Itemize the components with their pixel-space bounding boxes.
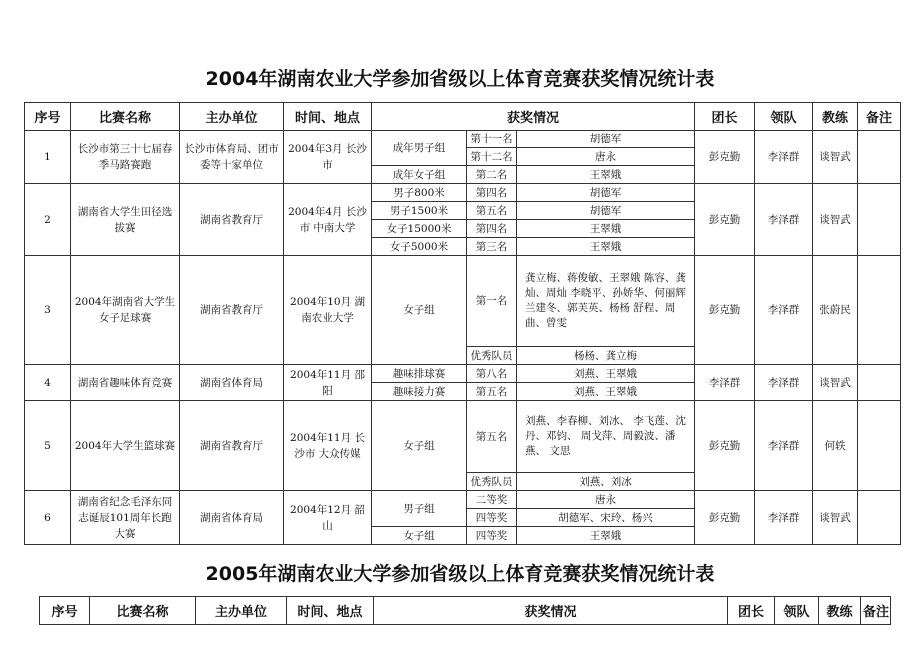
- row-seq: 2: [25, 184, 71, 256]
- header-leader: 团长: [695, 103, 755, 131]
- row-seq: 4: [25, 365, 71, 401]
- header-manager: 领队: [755, 103, 813, 131]
- table-row: [25, 131, 901, 148]
- row-rank: 第十一名: [467, 131, 517, 148]
- row-manager: 李泽群: [755, 184, 813, 256]
- row-group: 成年男子组: [372, 131, 467, 166]
- header-coach: 教练: [819, 597, 861, 625]
- table-row: [25, 184, 901, 202]
- row-group: 男子组: [372, 491, 467, 527]
- row-rank: 第一名: [467, 256, 517, 347]
- row-manager: 李泽群: [755, 256, 813, 365]
- row-name: 长沙市第三十七届春季马路赛跑: [71, 131, 180, 184]
- row-leader: 彭克勤: [695, 491, 755, 545]
- row-winner: 刘燕、李春柳、刘冰、 李飞莲、沈丹、邓钧、 周戈萍、周毅波、潘燕、 文思: [517, 401, 695, 473]
- row-time: 2004年11月 邵阳: [284, 365, 372, 401]
- row-winner: 龚立梅、蒋俊敏、王翠娥 陈容、龚灿、周灿 李晓平、孙娇华、何丽辉 兰建冬、郭芙英、杨杨 舒程、周曲、曾雯: [517, 256, 695, 347]
- header-note: 备注: [861, 597, 891, 625]
- row-organizer: 湖南省教育厅: [180, 256, 284, 365]
- header-row: [40, 597, 891, 625]
- row-rank: 优秀队员: [467, 347, 517, 365]
- row-coach: 张蔚民: [813, 256, 858, 365]
- row-winner: 唐永: [517, 491, 695, 509]
- header-organizer: 主办单位: [180, 103, 284, 131]
- row-time: 2004年3月 长沙市: [284, 131, 372, 184]
- header-row: [25, 103, 901, 131]
- row-event: 男子1500米: [372, 202, 467, 220]
- row-organizer: 湖南省教育厅: [180, 184, 284, 256]
- row-event: 男子800米: [372, 184, 467, 202]
- row-time: 2004年4月 长沙市 中南大学: [284, 184, 372, 256]
- header-time: 时间、地点: [284, 103, 372, 131]
- header-name: 比赛名称: [71, 103, 180, 131]
- row-coach: 谈智武: [813, 365, 858, 401]
- row-coach: 谈智武: [813, 131, 858, 184]
- row-rank: 第三名: [467, 238, 517, 256]
- row-rank: 四等奖: [467, 509, 517, 527]
- row-winner: 胡德军: [517, 184, 695, 202]
- row-rank: 第五名: [467, 401, 517, 473]
- row-name: 湖南省趣味体育竞赛: [71, 365, 180, 401]
- table-row: [25, 365, 901, 383]
- row-note: [858, 256, 901, 365]
- table-row: [25, 256, 901, 347]
- row-group: 女子组: [372, 527, 467, 545]
- row-event: 女子15000米: [372, 220, 467, 238]
- row-rank: 第十二名: [467, 148, 517, 166]
- header-seq: 序号: [25, 103, 71, 131]
- row-name: 2004年湖南省大学生女子足球赛: [71, 256, 180, 365]
- row-note: [858, 131, 901, 184]
- table-row: [25, 401, 901, 473]
- row-winner: 胡德军: [517, 202, 695, 220]
- row-leader: 彭克勤: [695, 256, 755, 365]
- row-name: 2004年大学生篮球赛: [71, 401, 180, 491]
- row-time: 2004年12月 韶山: [284, 491, 372, 545]
- header-awards: 获奖情况: [372, 103, 695, 131]
- row-event: 趣味接力赛: [372, 383, 467, 401]
- row-note: [858, 491, 901, 545]
- row-manager: 李泽群: [755, 365, 813, 401]
- row-winner: 王翠娥: [517, 527, 695, 545]
- row-event: 女子5000米: [372, 238, 467, 256]
- row-organizer: 长沙市体育局、团市委等十家单位: [180, 131, 284, 184]
- row-rank: 第二名: [467, 166, 517, 184]
- row-note: [858, 184, 901, 256]
- row-note: [858, 401, 901, 491]
- row-rank: 二等奖: [467, 491, 517, 509]
- row-seq: 5: [25, 401, 71, 491]
- header-note: 备注: [858, 103, 901, 131]
- row-event: 趣味排球赛: [372, 365, 467, 383]
- row-organizer: 湖南省体育局: [180, 491, 284, 545]
- awards-table-2005: [39, 596, 891, 625]
- row-seq: 3: [25, 256, 71, 365]
- row-name: 湖南省大学生田径选拔赛: [71, 184, 180, 256]
- header-seq: 序号: [40, 597, 90, 625]
- row-winner: 胡德军、宋玲、杨兴: [517, 509, 695, 527]
- row-group: 女子组: [372, 401, 467, 491]
- row-seq: 6: [25, 491, 71, 545]
- row-note: [858, 365, 901, 401]
- row-winner: 王翠娥: [517, 166, 695, 184]
- row-rank: 第八名: [467, 365, 517, 383]
- row-organizer: 湖南省教育厅: [180, 401, 284, 491]
- row-group: 成年女子组: [372, 166, 467, 184]
- row-winner: 杨杨、龚立梅: [517, 347, 695, 365]
- header-coach: 教练: [813, 103, 858, 131]
- header-organizer: 主办单位: [196, 597, 287, 625]
- row-group: 女子组: [372, 256, 467, 365]
- row-leader: 彭克勤: [695, 401, 755, 491]
- row-winner: 王翠娥: [517, 220, 695, 238]
- row-leader: 彭克勤: [695, 184, 755, 256]
- row-winner: 王翠娥: [517, 238, 695, 256]
- row-rank: 第五名: [467, 202, 517, 220]
- row-rank: 第五名: [467, 383, 517, 401]
- header-leader: 团长: [728, 597, 775, 625]
- table-row: [25, 491, 901, 509]
- row-manager: 李泽群: [755, 401, 813, 491]
- row-leader: 彭克勤: [695, 131, 755, 184]
- table-title-2004: 2004年湖南农业大学参加省级以上体育竞赛获奖情况统计表: [205, 68, 715, 90]
- row-seq: 1: [25, 131, 71, 184]
- row-winner: 刘燕、王翠娥: [517, 383, 695, 401]
- row-coach: 谈智武: [813, 184, 858, 256]
- header-manager: 领队: [775, 597, 819, 625]
- row-winner: 唐永: [517, 148, 695, 166]
- awards-table-2004: [24, 102, 901, 545]
- header-name: 比赛名称: [90, 597, 196, 625]
- row-manager: 李泽群: [755, 491, 813, 545]
- row-coach: 何轶: [813, 401, 858, 491]
- row-winner: 胡德军: [517, 131, 695, 148]
- row-rank: 第四名: [467, 220, 517, 238]
- row-leader: 李泽群: [695, 365, 755, 401]
- row-time: 2004年10月 湖南农业大学: [284, 256, 372, 365]
- row-time: 2004年11月 长沙市 大众传媒: [284, 401, 372, 491]
- row-rank: 优秀队员: [467, 473, 517, 491]
- row-winner: 刘燕、王翠娥: [517, 365, 695, 383]
- row-manager: 李泽群: [755, 131, 813, 184]
- header-time: 时间、地点: [287, 597, 374, 625]
- header-awards: 获奖情况: [374, 597, 728, 625]
- row-rank: 四等奖: [467, 527, 517, 545]
- row-coach: 谈智武: [813, 491, 858, 545]
- row-rank: 第四名: [467, 184, 517, 202]
- table-title-2005: 2005年湖南农业大学参加省级以上体育竞赛获奖情况统计表: [205, 563, 715, 585]
- row-winner: 刘燕、刘冰: [517, 473, 695, 491]
- row-organizer: 湖南省体育局: [180, 365, 284, 401]
- row-name: 湖南省纪念毛泽东同志诞辰101周年长跑大赛: [71, 491, 180, 545]
